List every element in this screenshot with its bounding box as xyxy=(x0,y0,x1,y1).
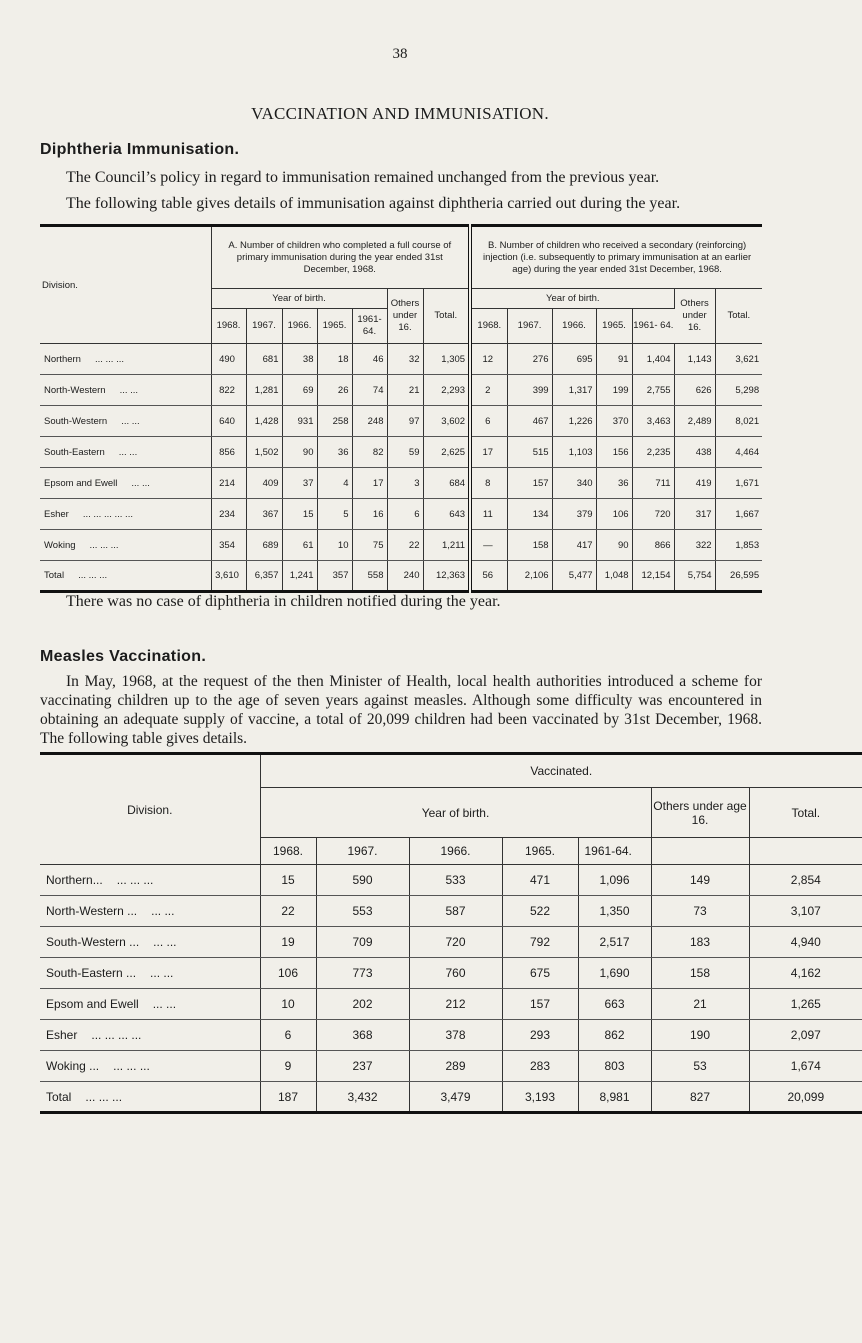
value-cell: 53 xyxy=(651,1051,749,1082)
value-cell: 370 xyxy=(596,406,632,437)
value-cell: 522 xyxy=(502,896,578,927)
table-row xyxy=(40,375,762,406)
value-cell: 214 xyxy=(211,468,246,499)
value-cell: 2 xyxy=(470,375,507,406)
value-cell: 419 xyxy=(674,468,715,499)
table-row xyxy=(40,344,762,375)
division-name: Total xyxy=(46,1089,72,1104)
table-row xyxy=(40,468,762,499)
division-name: Woking ... xyxy=(46,1059,100,1073)
value-cell: 1,350 xyxy=(578,896,651,927)
measles-total-header: Total. xyxy=(749,788,862,838)
value-cell: 3,610 xyxy=(211,561,246,592)
value-cell: 183 xyxy=(651,927,749,958)
value-cell: 234 xyxy=(211,499,246,530)
division-header: Division. xyxy=(40,226,211,344)
division-cell xyxy=(40,1082,260,1113)
value-cell: 32 xyxy=(387,344,423,375)
value-cell: 6 xyxy=(260,1020,316,1051)
value-cell: 1,404 xyxy=(632,344,674,375)
a-total-header: Total. xyxy=(423,289,470,344)
value-cell: 15 xyxy=(282,499,317,530)
value-cell: 379 xyxy=(552,499,596,530)
value-cell: 91 xyxy=(596,344,632,375)
leader-dots: ... ... xyxy=(151,904,175,918)
table-row xyxy=(40,1051,862,1082)
diphtheria-heading: Diphtheria Immunisation. xyxy=(40,141,240,158)
value-cell: 1,143 xyxy=(674,344,715,375)
value-cell: 467 xyxy=(507,406,552,437)
value-cell: 4,464 xyxy=(715,437,762,468)
table-row xyxy=(40,406,762,437)
table-row xyxy=(40,1020,862,1051)
value-cell: 862 xyxy=(578,1020,651,1051)
value-cell: 3,479 xyxy=(409,1082,502,1113)
division-cell xyxy=(40,865,260,896)
measles-others-header: Others under age 16. xyxy=(651,788,749,838)
value-cell: 16 xyxy=(352,499,387,530)
division-name: Epsom and Ewell xyxy=(46,997,139,1011)
division-cell xyxy=(40,406,211,437)
value-cell: 1,265 xyxy=(749,989,862,1020)
value-cell: 663 xyxy=(578,989,651,1020)
value-cell: 822 xyxy=(211,375,246,406)
division-name: Woking xyxy=(44,539,76,551)
b-year-col: 1961- 64. xyxy=(632,309,674,344)
value-cell: 90 xyxy=(596,530,632,561)
diphtheria-note: There was no case of diphtheria in children notified during the year. xyxy=(66,593,501,610)
leader-dots: ... ... xyxy=(153,935,177,949)
b-total-header: Total. xyxy=(715,289,762,344)
value-cell: 515 xyxy=(507,437,552,468)
a-year-col: 1968. xyxy=(211,309,246,344)
value-cell: 1,667 xyxy=(715,499,762,530)
value-cell: 3,463 xyxy=(632,406,674,437)
division-name: Total xyxy=(44,570,65,581)
value-cell: 59 xyxy=(387,437,423,468)
value-cell: 190 xyxy=(651,1020,749,1051)
value-cell: 149 xyxy=(651,865,749,896)
value-cell: 709 xyxy=(316,927,409,958)
value-cell: 106 xyxy=(596,499,632,530)
leader-dots: ... ... xyxy=(121,415,140,427)
value-cell: 2,235 xyxy=(632,437,674,468)
value-cell: 21 xyxy=(387,375,423,406)
group-a-header: A. Number of children who completed a full course of primary immunisation during the year ended 31st December, 1968. xyxy=(211,226,470,289)
division-name: Esher xyxy=(46,1028,78,1042)
value-cell: 4,940 xyxy=(749,927,862,958)
value-cell: 553 xyxy=(316,896,409,927)
diphtheria-table-body xyxy=(40,344,762,592)
division-name: South-Eastern ... xyxy=(46,966,137,980)
value-cell: 90 xyxy=(282,437,317,468)
value-cell: 856 xyxy=(211,437,246,468)
value-cell: 587 xyxy=(409,896,502,927)
value-cell: 37 xyxy=(282,468,317,499)
value-cell: 533 xyxy=(409,865,502,896)
value-cell: 6,357 xyxy=(246,561,282,592)
b-year-of-birth-header: Year of birth. xyxy=(470,289,674,309)
measles-table-body xyxy=(40,865,862,1113)
value-cell: 1,502 xyxy=(246,437,282,468)
value-cell: 322 xyxy=(674,530,715,561)
diphtheria-intro-1: The Council’s policy in regard to immunisation remained unchanged from the previous year. xyxy=(66,169,660,186)
value-cell: 158 xyxy=(651,958,749,989)
value-cell: 367 xyxy=(246,499,282,530)
measles-year-col: 1967. xyxy=(316,838,409,865)
value-cell: 46 xyxy=(352,344,387,375)
table-row xyxy=(40,958,862,989)
value-cell: 1,671 xyxy=(715,468,762,499)
value-cell: 438 xyxy=(674,437,715,468)
value-cell: 340 xyxy=(552,468,596,499)
value-cell: 720 xyxy=(409,927,502,958)
value-cell: 1,674 xyxy=(749,1051,862,1082)
value-cell: 417 xyxy=(552,530,596,561)
value-cell: 2,293 xyxy=(423,375,470,406)
leader-dots: ... ... ... xyxy=(78,570,108,581)
value-cell: 643 xyxy=(423,499,470,530)
measles-total-blank xyxy=(749,838,862,865)
value-cell: 684 xyxy=(423,468,470,499)
value-cell: 258 xyxy=(317,406,352,437)
value-cell: 276 xyxy=(507,344,552,375)
value-cell: 695 xyxy=(552,344,596,375)
value-cell: 931 xyxy=(282,406,317,437)
value-cell: 711 xyxy=(632,468,674,499)
measles-year-col: 1968. xyxy=(260,838,316,865)
value-cell: 490 xyxy=(211,344,246,375)
value-cell: 5,754 xyxy=(674,561,715,592)
value-cell: 2,854 xyxy=(749,865,862,896)
value-cell: 5 xyxy=(317,499,352,530)
value-cell: 237 xyxy=(316,1051,409,1082)
value-cell: 11 xyxy=(470,499,507,530)
measles-year-col: 1961-64. xyxy=(578,838,651,865)
value-cell: 10 xyxy=(260,989,316,1020)
value-cell: 3 xyxy=(387,468,423,499)
division-cell xyxy=(40,927,260,958)
value-cell: 3,193 xyxy=(502,1082,578,1113)
leader-dots: ... ... xyxy=(119,384,139,396)
division-name: South-Eastern xyxy=(44,446,105,458)
value-cell: 97 xyxy=(387,406,423,437)
value-cell: 558 xyxy=(352,561,387,592)
leader-dots: ... ... xyxy=(152,997,177,1011)
value-cell: 1,281 xyxy=(246,375,282,406)
value-cell: 2,517 xyxy=(578,927,651,958)
value-cell: 36 xyxy=(596,468,632,499)
leader-dots: ... ... ... xyxy=(89,539,119,551)
page-title: VACCINATION AND IMMUNISATION. xyxy=(251,104,549,123)
leader-dots: ... ... ... xyxy=(85,1089,123,1104)
b-year-col: 1968. xyxy=(470,309,507,344)
value-cell: 2,489 xyxy=(674,406,715,437)
value-cell: 10 xyxy=(317,530,352,561)
value-cell: 240 xyxy=(387,561,423,592)
measles-year-col: 1966. xyxy=(409,838,502,865)
value-cell: 681 xyxy=(246,344,282,375)
value-cell: 3,432 xyxy=(316,1082,409,1113)
value-cell: 12,154 xyxy=(632,561,674,592)
division-name: Esher xyxy=(44,508,69,520)
measles-heading: Measles Vaccination. xyxy=(40,648,207,665)
value-cell: 1,241 xyxy=(282,561,317,592)
value-cell: 357 xyxy=(317,561,352,592)
table-row xyxy=(40,896,862,927)
value-cell: 827 xyxy=(651,1082,749,1113)
value-cell: 69 xyxy=(282,375,317,406)
table-row xyxy=(40,561,762,592)
value-cell: 19 xyxy=(260,927,316,958)
value-cell: 22 xyxy=(387,530,423,561)
value-cell: 1,317 xyxy=(552,375,596,406)
measles-year-of-birth-header: Year of birth. xyxy=(260,788,651,838)
value-cell: 38 xyxy=(282,344,317,375)
leader-dots: ... ... xyxy=(118,446,138,458)
value-cell: 675 xyxy=(502,958,578,989)
division-cell xyxy=(40,468,211,499)
division-cell xyxy=(40,344,211,375)
value-cell: 1,428 xyxy=(246,406,282,437)
value-cell: 2,106 xyxy=(507,561,552,592)
value-cell: 157 xyxy=(502,989,578,1020)
division-cell xyxy=(40,499,211,530)
value-cell: 720 xyxy=(632,499,674,530)
value-cell: 1,305 xyxy=(423,344,470,375)
measles-division-header: Division. xyxy=(40,754,260,865)
value-cell: 212 xyxy=(409,989,502,1020)
b-year-col: 1967. xyxy=(507,309,552,344)
value-cell: 199 xyxy=(596,375,632,406)
division-name: North-Western ... xyxy=(46,904,138,918)
value-cell: 5,477 xyxy=(552,561,596,592)
value-cell: 26,595 xyxy=(730,570,760,581)
value-cell: 74 xyxy=(352,375,387,406)
leader-dots: ... ... xyxy=(150,966,174,980)
table-row xyxy=(40,1082,862,1113)
value-cell: 21 xyxy=(651,989,749,1020)
value-cell: 73 xyxy=(651,896,749,927)
division-name: South-Western ... xyxy=(46,935,140,949)
value-cell: 1,096 xyxy=(578,865,651,896)
leader-dots: ... ... ... ... xyxy=(91,1028,142,1042)
value-cell: 26 xyxy=(317,375,352,406)
value-cell: 18 xyxy=(317,344,352,375)
value-cell: 803 xyxy=(578,1051,651,1082)
value-cell: 4 xyxy=(317,468,352,499)
value-cell: 17 xyxy=(470,437,507,468)
value-cell: 792 xyxy=(502,927,578,958)
division-name: North-Western xyxy=(44,384,106,396)
division-name: Northern xyxy=(44,353,81,365)
measles-others-blank xyxy=(651,838,749,865)
value-cell: 17 xyxy=(352,468,387,499)
value-cell: 590 xyxy=(316,865,409,896)
value-cell: 293 xyxy=(502,1020,578,1051)
value-cell: 283 xyxy=(502,1051,578,1082)
a-year-col: 1961- 64. xyxy=(352,309,387,344)
b-year-col: 1966. xyxy=(552,309,596,344)
value-cell: 157 xyxy=(507,468,552,499)
a-others-header: Others under 16. xyxy=(387,289,423,344)
b-others-header: Others under 16. xyxy=(674,289,715,344)
value-cell: 156 xyxy=(596,437,632,468)
value-cell: 773 xyxy=(316,958,409,989)
division-cell xyxy=(40,958,260,989)
value-cell: 640 xyxy=(211,406,246,437)
value-cell: 12 xyxy=(470,344,507,375)
leader-dots: ... ... ... xyxy=(116,873,154,887)
value-cell: 2,625 xyxy=(423,437,470,468)
value-cell: 2,755 xyxy=(632,375,674,406)
value-cell: 6 xyxy=(387,499,423,530)
a-year-of-birth-header: Year of birth. xyxy=(211,289,387,309)
leader-dots: ... ... ... xyxy=(94,353,125,365)
division-cell xyxy=(40,896,260,927)
table-row xyxy=(40,927,862,958)
value-cell: 6 xyxy=(470,406,507,437)
a-year-col: 1966. xyxy=(282,309,317,344)
value-cell: 3,107 xyxy=(749,896,862,927)
division-cell xyxy=(40,989,260,1020)
value-cell: 36 xyxy=(317,437,352,468)
table-row xyxy=(40,989,862,1020)
b-year-col: 1965. xyxy=(596,309,632,344)
value-cell: 1,690 xyxy=(578,958,651,989)
table-row xyxy=(40,865,862,896)
division-cell xyxy=(40,561,211,592)
value-cell: 4,162 xyxy=(749,958,862,989)
division-cell xyxy=(40,1051,260,1082)
value-cell: 289 xyxy=(409,1051,502,1082)
value-cell: 82 xyxy=(352,437,387,468)
division-name: Northern... xyxy=(46,873,103,887)
division-cell xyxy=(40,375,211,406)
table-row xyxy=(40,437,762,468)
value-cell: 5,298 xyxy=(715,375,762,406)
value-cell: 20,099 xyxy=(787,1089,825,1104)
value-cell: 317 xyxy=(674,499,715,530)
value-cell: 368 xyxy=(316,1020,409,1051)
value-cell: 1,226 xyxy=(552,406,596,437)
leader-dots: ... ... ... xyxy=(113,1059,150,1073)
table-row xyxy=(40,530,762,561)
division-cell xyxy=(40,530,211,561)
value-cell: 1,211 xyxy=(423,530,470,561)
division-name: South-Western xyxy=(44,415,108,427)
value-cell: 8,021 xyxy=(715,406,762,437)
value-cell: 22 xyxy=(260,896,316,927)
table-row xyxy=(40,499,762,530)
value-cell: 1,103 xyxy=(552,437,596,468)
division-cell xyxy=(40,1020,260,1051)
value-cell: 202 xyxy=(316,989,409,1020)
measles-table xyxy=(40,752,862,1114)
page-number: 38 xyxy=(392,46,408,62)
value-cell: 378 xyxy=(409,1020,502,1051)
division-cell xyxy=(40,437,211,468)
value-cell: 15 xyxy=(260,865,316,896)
value-cell: — xyxy=(470,530,507,561)
value-cell: 8,981 xyxy=(578,1082,651,1113)
value-cell: 354 xyxy=(211,530,246,561)
leader-dots: ... ... xyxy=(131,477,150,489)
value-cell: 12,363 xyxy=(423,561,470,592)
diphtheria-table xyxy=(40,224,762,593)
value-cell: 866 xyxy=(632,530,674,561)
value-cell: 61 xyxy=(282,530,317,561)
a-year-col: 1965. xyxy=(317,309,352,344)
value-cell: 158 xyxy=(507,530,552,561)
division-name: Epsom and Ewell xyxy=(44,477,118,489)
value-cell: 9 xyxy=(260,1051,316,1082)
value-cell: 626 xyxy=(674,375,715,406)
value-cell: 760 xyxy=(409,958,502,989)
diphtheria-intro-2: The following table gives details of immunisation against diphtheria carried out during the year. xyxy=(66,195,681,212)
value-cell: 134 xyxy=(507,499,552,530)
value-cell: 471 xyxy=(502,865,578,896)
measles-year-col: 1965. xyxy=(502,838,578,865)
measles-paragraph: In May, 1968, at the request of the then Minister of Health, local health authorities introduced a scheme for vaccinating children up to the age of seven years against measles. Although some difficulty was encountered in obtaining an adequate supply of vaccine, a total of 20,099 children had been vaccinated by 31st December, 1968. The following table gives details. xyxy=(40,673,762,747)
value-cell: 8 xyxy=(470,468,507,499)
value-cell: 689 xyxy=(246,530,282,561)
value-cell: 1,048 xyxy=(596,561,632,592)
value-cell: 399 xyxy=(507,375,552,406)
a-year-col: 1967. xyxy=(246,309,282,344)
value-cell: 3,602 xyxy=(423,406,470,437)
value-cell: 56 xyxy=(470,561,507,592)
value-cell: 3,621 xyxy=(715,344,762,375)
value-cell: 409 xyxy=(246,468,282,499)
value-cell: 248 xyxy=(352,406,387,437)
value-cell: 1,853 xyxy=(715,530,762,561)
group-b-header: B. Number of children who received a secondary (reinforcing) injection (i.e. subsequently to primary immunisation at an earlier age) during the year ended 31st December, 1968. xyxy=(470,226,762,289)
value-cell: 106 xyxy=(260,958,316,989)
vaccinated-header: Vaccinated. xyxy=(260,754,862,788)
value-cell: 75 xyxy=(352,530,387,561)
value-cell: 187 xyxy=(260,1082,316,1113)
value-cell: 2,097 xyxy=(749,1020,862,1051)
leader-dots: ... ... ... ... ... xyxy=(82,508,133,520)
